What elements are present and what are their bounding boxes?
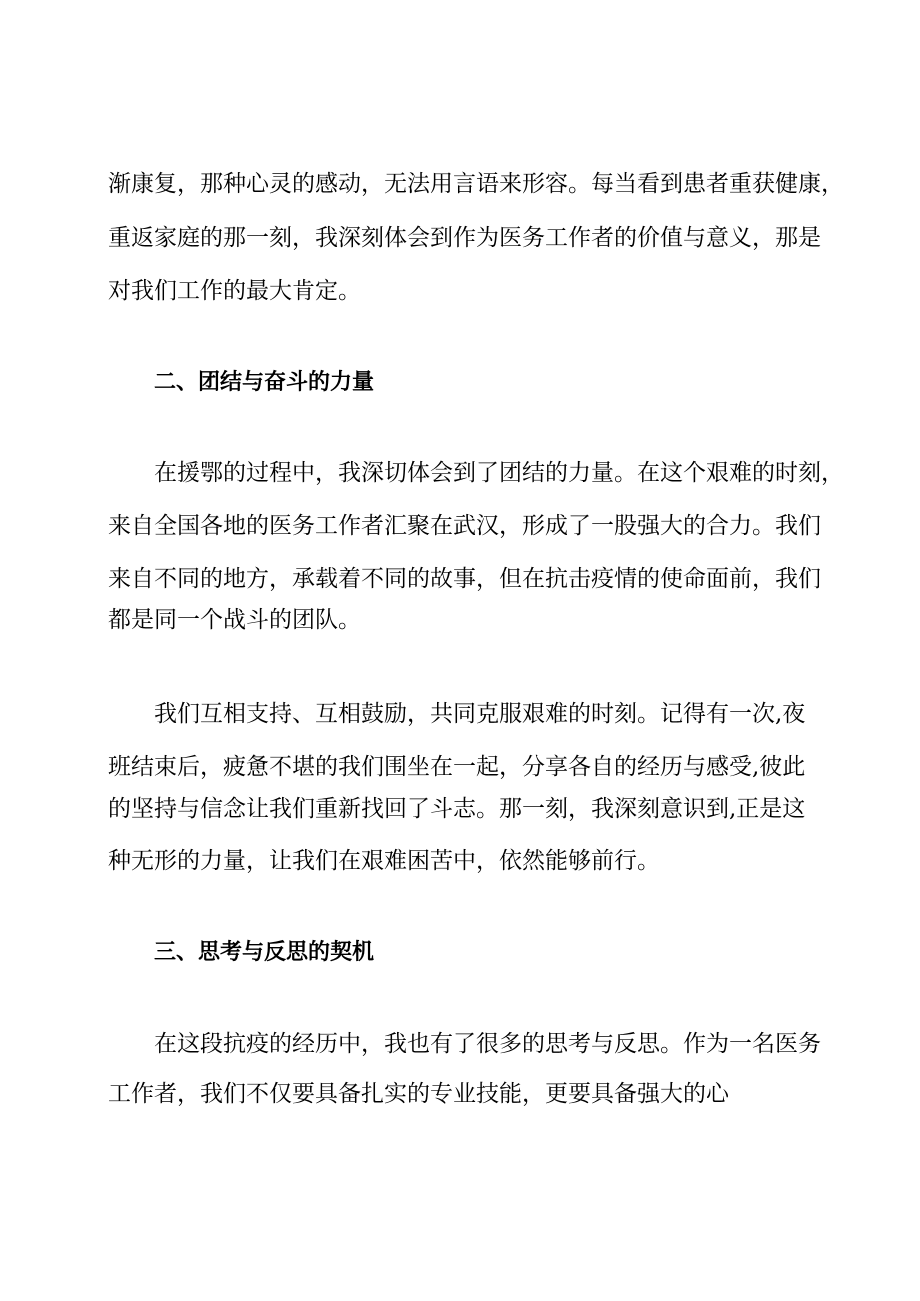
paragraph-line: 在援鄂的过程中，我深切体会到了团结的力量。在这个艰难的时刻，	[154, 460, 844, 486]
paragraph-line: 我们互相支持、互相鼓励，共同克服艰难的时刻。记得有一次,夜	[154, 701, 806, 727]
paragraph-line: 工作者，我们不仅要具备扎实的专业技能，更要具备强大的心	[108, 1081, 729, 1107]
paragraph-line: 渐康复，那种心灵的感动，无法用言语来形容。每当看到患者重获健康，	[108, 171, 844, 197]
paragraph-line: 班结束后，疲惫不堪的我们围坐在一起，分享各自的经历与感受,彼此	[108, 754, 806, 780]
paragraph-line: 在这段抗疫的经历中，我也有了很多的思考与反思。作为一名医务	[154, 1031, 821, 1057]
paragraph-line: 都是同一个战斗的团队。	[108, 607, 361, 633]
section-heading: 三、思考与反思的契机	[154, 939, 375, 965]
section-heading: 二、团结与奋斗的力量	[154, 369, 375, 395]
paragraph-line: 种无形的力量，让我们在艰难困苦中，依然能够前行。	[108, 848, 660, 874]
paragraph-line: 来自不同的地方，承载着不同的故事，但在抗击疫情的使命面前，我们	[108, 566, 821, 592]
paragraph-line: 的坚持与信念让我们重新找回了斗志。那一刻，我深刻意识到,正是这	[108, 796, 806, 822]
paragraph-line: 重返家庭的那一刻，我深刻体会到作为医务工作者的价值与意义，那是	[108, 225, 821, 251]
paragraph-line: 对我们工作的最大肯定。	[108, 278, 361, 304]
paragraph-line: 来自全国各地的医务工作者汇聚在武汉，形成了一股强大的合力。我们	[108, 513, 821, 539]
